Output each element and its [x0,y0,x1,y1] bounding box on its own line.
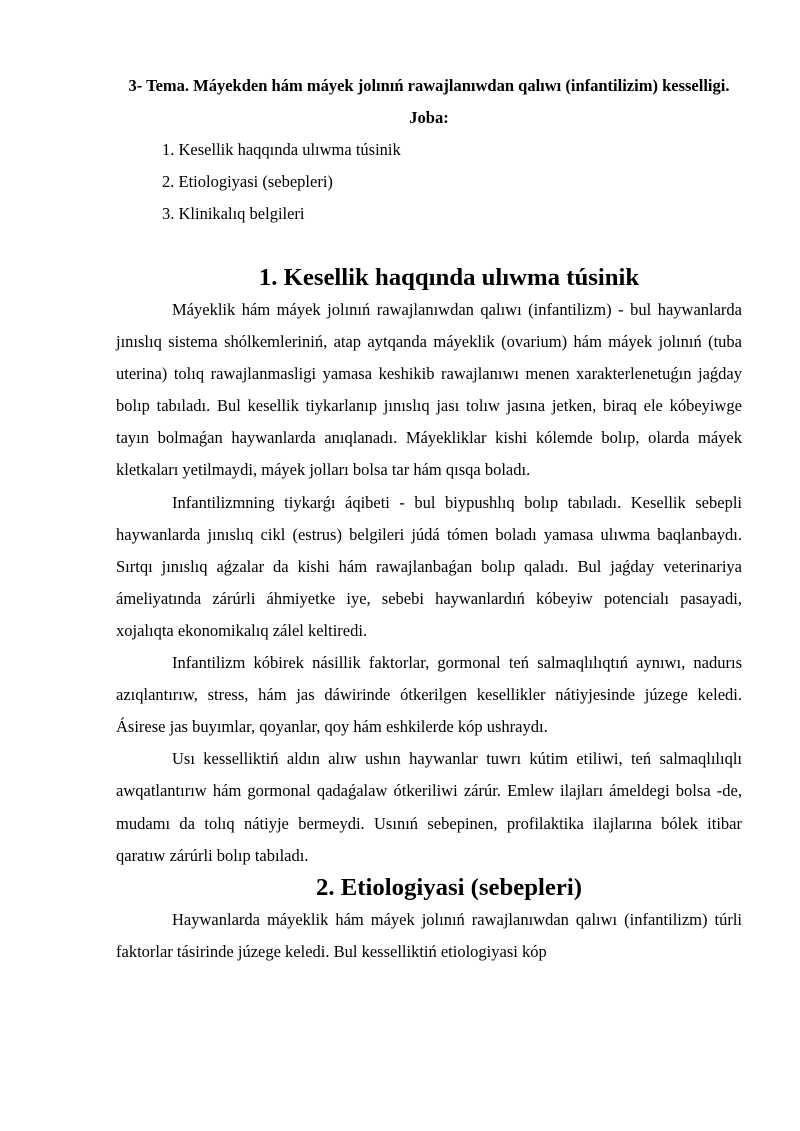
paragraph: Usı kesselliktiń aldın alıw ushın haywanlar tuwrı kútim etiliwi, teń salmaqlılıqlı awqatlantırıw hám gormonal qadaǵalaw ótkeriliwi zárúr. Emlew ilajları ámeldegi bolsa -de, mudamı da tolıq nátiyje bermeydi. Usınıń sebepinen, profilaktika ilajlarına bólek itibar qaratıw zárúrli bolıp tabıladı. [116,749,742,865]
document-title: 3- Tema. Máyekden hám máyek jolınıń rawajlanıwdan qalıwı (infantilizim) kesselligi. [128,76,730,95]
plan-item-1: 1. Kesellik haqqında ulıwma túsinik [162,140,401,159]
plan-item-2: 2. Etiologiyasi (sebepleri) [162,172,333,191]
paragraph: Máyeklik hám máyek jolınıń rawajlanıwdan qalıwı (infantilizm) - bul haywanlarda jınıslıq sistema shólkemleriniń, atap aytqanda máyeklik (ovarium) hám máyek jolınıń (tuba uterina) tolıq rawajlanmasligi yamasa keshikib rawajlanıwı menen xarakterlenetuǵın jaǵday bolıp tabıladı. Bul kesellik tiykarlanıp jınıslıq jası tolıw jasına jetken, biraq ele kóbeyiwge tayın bolmaǵan haywanlarda anıqlanadı. Máyekliklar kishi kólemde bolıp, olarda máyek kletkaları yetilmaydi, máyek jolları bolsa tar hám qısqa boladı. [116,300,742,480]
spacer [116,230,742,262]
section-heading-1: 1. Kesellik haqqında ulıwma túsinik [258,264,640,291]
paragraph: Haywanlarda máyeklik hám máyek jolınıń rawajlanıwdan qalıwı (infantilizm) túrli faktorlar tásirinde júzege keledi. Bul kesselliktiń etiologiyasi kóp [116,909,742,961]
plan-list [116,134,742,230]
section-heading-2: 2. Etiologiyasi (sebepleri) [315,873,583,901]
paragraph: Infantilizmning tiykarǵı áqibeti - bul biypushlıq bolıp tabıladı. Kesellik sebepli haywanlarda jınıslıq cikl (estrus) belgileri júdá tómen boladı yamasa ulıwma baqlanbaydı. Sırtqı jınıslıq aǵzalar da kishi hám rawajlanbaǵan bolıp qaladı. Bul jaǵday veterinariya ámeliyatında zárúrli áhmiyetke iye, sebebi haywanlardıń kóbeyiw potencialı pasayadi, xojalıqta ekonomikalıq zálel keltiredi. [116,492,742,640]
document-page [116,70,742,968]
plan-item-3: 3. Klinikalıq belgileri [162,204,305,223]
paragraph: Infantilizm kóbirek násillik faktorlar, gormonal teń salmaqlılıqtıń aynıwı, nadurıs azıqlantırıw, stress, hám jas dáwirinde ótkerilgen kesellikler nátiyjesinde júzege keledi. Ásirese jas buyımlar, qoyanlar, qoy hám eshkilerde kóp ushraydı. [116,653,742,737]
plan-heading: Joba: [409,108,449,127]
